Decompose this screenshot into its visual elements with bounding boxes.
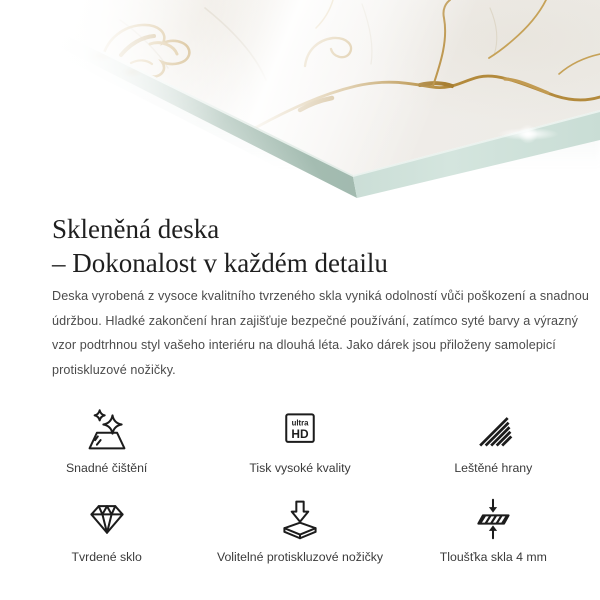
- product-description: [52, 284, 589, 382]
- sparkle-clean-icon: [85, 408, 129, 452]
- feature-label: Tloušťka skla 4 mm: [439, 550, 547, 564]
- feature-print-quality: [203, 408, 396, 475]
- page-title-line1: Skleněná deska: [52, 214, 220, 244]
- feature-easy-cleaning: [10, 408, 203, 475]
- feature-anti-slip-feet: [203, 497, 396, 564]
- hd-text: HD: [291, 426, 309, 441]
- description-line: protiskluzové nožičky.: [52, 362, 176, 377]
- description-line: údržbou. Hladké zakončení hran zajišťuje bezpečné používání, zatímco syté barvy a výrazný: [52, 313, 579, 328]
- page-title-line2: – Dokonalost v každém detailu: [52, 248, 388, 278]
- feature-glass-thickness: [397, 497, 590, 564]
- feature-label: Volitelné protiskluzové nožičky: [216, 550, 384, 564]
- diamond-icon: [85, 497, 129, 541]
- product-photo: [0, 0, 600, 210]
- feature-label: Snadné čištění: [65, 461, 148, 475]
- anti-slip-feet-icon: [278, 497, 322, 541]
- feature-polished-edges: [397, 408, 590, 475]
- page-title: [52, 212, 388, 280]
- white-fade-overlay: [0, 0, 600, 210]
- ultra-hd-icon: [278, 408, 322, 452]
- polished-edges-icon: [471, 408, 515, 452]
- description-line: vzor podtrhnou styl vašeho interiéru na dlouhá léta. Jako dárek jsou přiloženy samolepicí: [52, 338, 556, 353]
- feature-label: Tisk vysoké kvality: [249, 461, 351, 475]
- ultra-text: ultra: [291, 418, 309, 428]
- feature-grid: [10, 408, 590, 564]
- feature-label: Leštěné hrany: [454, 461, 533, 475]
- glass-thickness-icon: [471, 497, 515, 541]
- feature-tempered-glass: [10, 497, 203, 564]
- feature-label: Tvrdené sklo: [71, 550, 142, 564]
- description-line: Deska vyrobená z vysoce kvalitního tvrzeného skla vyniká odolností vůči poškození a snadnou: [52, 289, 589, 303]
